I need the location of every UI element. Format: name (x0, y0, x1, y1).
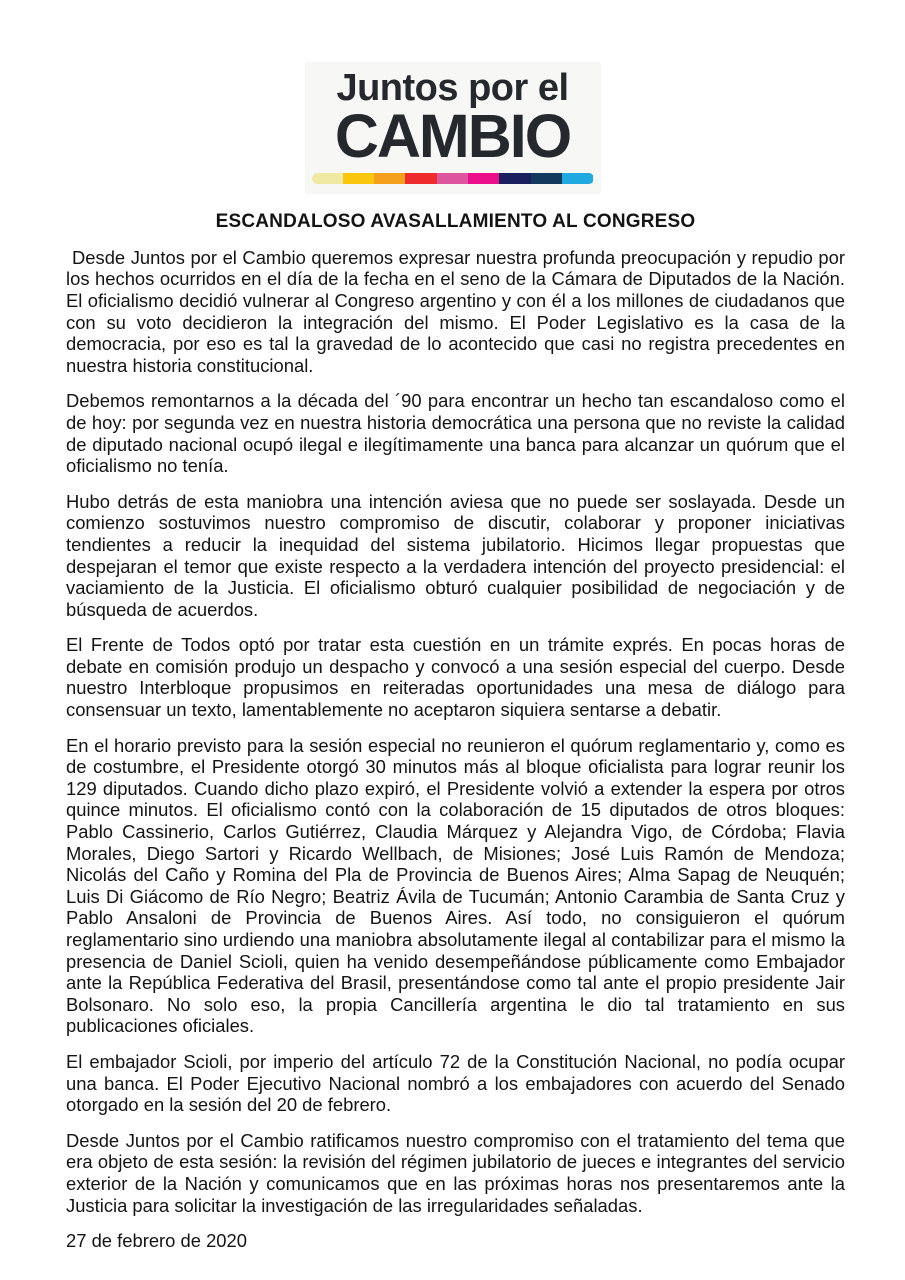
logo-text-juntos-por-el: Juntos por el (336, 67, 569, 109)
paragraph-maniobra: Hubo detrás de esta maniobra una intención aviesa que no puede ser soslayada. Desde un comienzo sostuvimos nuestro compromiso de discutir, colaborar y proponer iniciativas tendientes a reducir la inequidad del sistema jubilatorio. Hicimos llegar propuestas que despejaran el temor que existe respecto a la verdadera intención del proyecto presidencial: el vaciamiento de la Justicia. El oficialismo obturó cualquier posibilidad de negociación y de búsqueda de acuerdos. (66, 490, 845, 620)
paragraph-sesion-especial: En el horario previsto para la sesión especial no reunieron el quórum reglamentario y, como es de costumbre, el Presidente otorgó 30 minutos más al bloque oficialista para lograr reunir los 129 diputados. Cuando dicho plazo expiró, el Presidente volvió a extender la espera por otros quince minutos. El oficialismo contó con la colaboración de 15 diputados de otros bloques: Pablo Cassinerio, Carlos Gutiérrez, Claudia Márquez y Alejandra Vigo, de Córdoba; Flavia Morales, Diego Sartori y Ricardo Wellbach, de Misiones; José Luis Ramón de Mendoza; Nicolás del Caño y Romina del Pla de Provincia de Buenos Aires; Alma Sapag de Neuquén; Luis Di Giácomo de Río Negro; Beatriz Ávila de Tucumán; Antonio Carambia de Santa Cruz y Pablo Ansaloni de Provincia de Buenos Aires. Así todo, no consiguieron el quórum reglamentario sino urdiendo una maniobra absolutamente ilegal al contabilizar para el mismo la presencia de Daniel Scioli, quien ha venido desempeñándose públicamente como Embajador ante la República Federativa del Brasil, presentándose como tal ante el propio presidente Jair Bolsonaro. No solo eso, la propia Cancillería argentina le dio tal tratamiento en sus publicaciones oficiales. (66, 734, 845, 1037)
paragraph-compromiso: Desde Juntos por el Cambio ratificamos nuestro compromiso con el tratamiento del tema que era objeto de esta sesión: la revisión del régimen jubilatorio de jueces e integrantes del servicio exterior de la Nación y comunicamos que en las próximas horas nos presentaremos ante la Justicia para solicitar la investigación de las irregularidades señaladas. (66, 1129, 845, 1216)
juntos-por-el-cambio-logo (305, 62, 601, 194)
document-body (0, 211, 905, 1252)
logo-color-stripe (312, 173, 594, 184)
document-title: ESCANDALOSO AVASALLAMIENTO AL CONGRESO (215, 210, 696, 232)
paragraph-decada-90: Debemos remontarnos a la década del ´90 para encontrar un hecho tan escandaloso como el de hoy: por segunda vez en nuestra historia democrática una persona que no reviste la calidad de diputado nacional ocupó ilegal e ilegítimamente una banca para alcanzar un quórum que el oficialismo no tenía. (66, 390, 845, 477)
paragraph-embajador-scioli: El embajador Scioli, por imperio del artículo 72 de la Constitución Nacional, no podía ocupar una banca. El Poder Ejecutivo Nacional nombró a los embajadores con acuerdo del Senado otorgado en la sesión del 20 de febrero. (66, 1050, 845, 1116)
paragraph-frente-de-todos: El Frente de Todos optó por tratar esta cuestión en un trámite exprés. En pocas horas de debate en comisión produjo un despacho y convocó a una sesión especial del cuerpo. Desde nuestro Interbloque propusimos en reiteradas oportunidades una mesa de diálogo para consensuar un texto, lamentablemente no aceptaron siquiera sentarse a debatir. (66, 634, 845, 721)
paragraph-intro: Desde Juntos por el Cambio queremos expresar nuestra profunda preocupación y repudio por los hechos ocurridos en el día de la fecha en el seno de la Cámara de Diputados de la Nación. El oficialismo decidió vulnerar al Congreso argentino y con él a los millones de ciudadanos que con su voto decidieron la integración del mismo. El Poder Legislativo es la casa de la democracia, por eso es tal la gravedad de lo acontecido que casi no registra precedentes en nuestra historia constitucional. (66, 246, 845, 376)
document-date: 27 de febrero de 2020 (66, 1230, 247, 1252)
logo-text-cambio: CAMBIO (334, 101, 571, 170)
